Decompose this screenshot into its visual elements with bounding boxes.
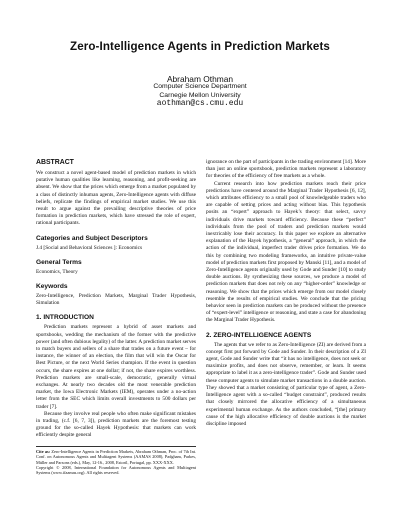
citation-label: Cite as: (36, 448, 51, 454)
categories-heading: Categories and Subject Descriptors (36, 234, 148, 242)
citation-box (36, 446, 196, 476)
right-paragraph-1: ignorance on the part of participants in the trading environment [14]. More than just an online sportsbook, prediction markets represent a laboratory for theories of the efficiency of free markets as a whole. (206, 159, 366, 180)
general-terms-heading: General Terms (36, 258, 82, 266)
general-terms-text: Economics, Theory (36, 268, 78, 275)
right-column (206, 159, 366, 428)
citation-body: Zero-Intelligence Agents in Prediction Markets, Abraham Othman, Proc. of 7th Int. Conf. on Autonomous Agents and Multiagent Systems (AAMAS 2008), Padgham, Parkes, Müller and Parsons (eds.), May, 12-16., 2008, Estoril, Portugal, pp. XXX-XXX. (36, 448, 196, 465)
categories-text: J.4 [Social and Behavioral Sciences ]: Economics (36, 244, 143, 251)
section-2-heading: 2. ZERO-INTELLIGENCE AGENTS (206, 331, 312, 339)
introduction-paragraph-2: Because they involve real people who often make significant mistakes in trading, (c.f. [6, 7, 3]), prediction markets are the foremost testing ground for the so-called Hayek Hypothesis: that markets can work efficiently despite general (36, 410, 196, 439)
abstract-text: We construct a novel agent-based model of prediction markets in which putative human qualities like learning, reasoning, and profit-seeking are absent. We show that the prices which emerge from a market populated by a class of distinctly inhuman agents, Zero-Intelligence agents with diffuse beliefs, replicate the findings of empirical market studies. We use this result to argue against the prevailing descriptive theories of price formation in prediction markets, which have stressed the role of expert, rational participants. (36, 170, 196, 227)
author-name: Abraham Othman (166, 74, 234, 84)
abstract-heading: ABSTRACT (36, 159, 74, 166)
right-paragraph-2: Current research into how prediction markets reach their price predictions have centered around the Marginal Trader Hypothesis [6, 12], which attributes efficiency to a small pool of knowledgeable traders who are capable of setting prices and acting without bias. This hypothesis posits an “expert” approach to Hayek’s theory: that select, savvy individuals drive markets toward efficiency. Because these “perfect” individuals from the pool of traders and prediction markets would inextricably lose their accuracy. In this paper we explore an alternative explanation of the Hayek hypothesis, a “general” approach, in which the action of the individual, imperfect trader drives price formation. We do this by combining two modeling frameworks, an intuitive private-value model of prediction markets first proposed by Manski [11], and a model of Zero-Intelligence agents originally used by Gode and Sunder [10] to study double auctions. By synthesizing these sources, we produce a model of prediction markets that does not rely on any “higher-order” knowledge or reasoning. We show that the prices which emerge from our model closely resemble the results of empirical studies. We conclude that the pricing behavior seen in prediction markets can be produced without the presence of “expert-level” intelligence or reasoning, and state a case for abandoning the Marginal Trader Hypothesis. (206, 180, 366, 324)
citation-text (36, 449, 196, 465)
author-university: Carnegie Mellon University (159, 91, 241, 99)
paper-title: Zero-Intelligence Agents in Prediction Markets (70, 40, 330, 53)
author-department: Computer Science Department (153, 83, 247, 91)
author-email[interactable]: aothman@cs.cmu.edu (156, 99, 244, 109)
introduction-paragraph-1: Prediction markets represent a hybrid of asset markets and sportsbooks, wedding the mechanism of the former with the predictive power (and often dubious legality) of the latter. A prediction market serves to match buyers and sellers of a share that trades on a future event – for instance, the winner of an election, the film that will win the Oscar for Best Picture, or the next World Series champion. If the event in question occurs, the share expires at one dollar; if not, the share expires worthless. Prediction markets are small-scale, democratic, generally virtual exchanges. At nearly two decades old the most venerable prediction market, the Iowa Electronic Markets (IEM), operates under a no-action letter from the SEC which limits overall investments to 500 dollars per trader [7]. (36, 324, 196, 410)
section-2-paragraph-1: The agents that we refer to as Zero-Intelligence (ZI) are derived from a concept first put forward by Gode and Sunder. In their description of a ZI agent, Gode and Sunder write that “it has no intelligence, does not seek or maximize profits, and does not observe, remember, or learn. It seems appropriate to label it as a zero-intelligence trader”. Gode and Sunder used these computer agents to simulate market transactions in a double auction. They showed that a market consisting of particular type of agent, a Zero-Intelligence agent with a so-called “budget constraint”, produced results that closely mirrored the allocative efficiency of a simultaneous experimental human exchange. As the authors concluded, “[the] primary cause of the high allocative efficiency of double auctions is the market discipline imposed (206, 341, 366, 427)
left-column (36, 159, 196, 476)
author-block (0, 75, 400, 109)
keywords-heading: Keywords (36, 283, 68, 291)
keywords-text: Zero-Intelligence, Prediction Markets, Marginal Trader Hypothesis, Simulation (36, 293, 196, 307)
introduction-heading: 1. INTRODUCTION (36, 314, 94, 322)
copyright-text: Copyright © 2008, International Foundation for Autonomous Agents and Multiagent Systems (www.ifaamas.org). All rights reserved. (36, 464, 196, 476)
